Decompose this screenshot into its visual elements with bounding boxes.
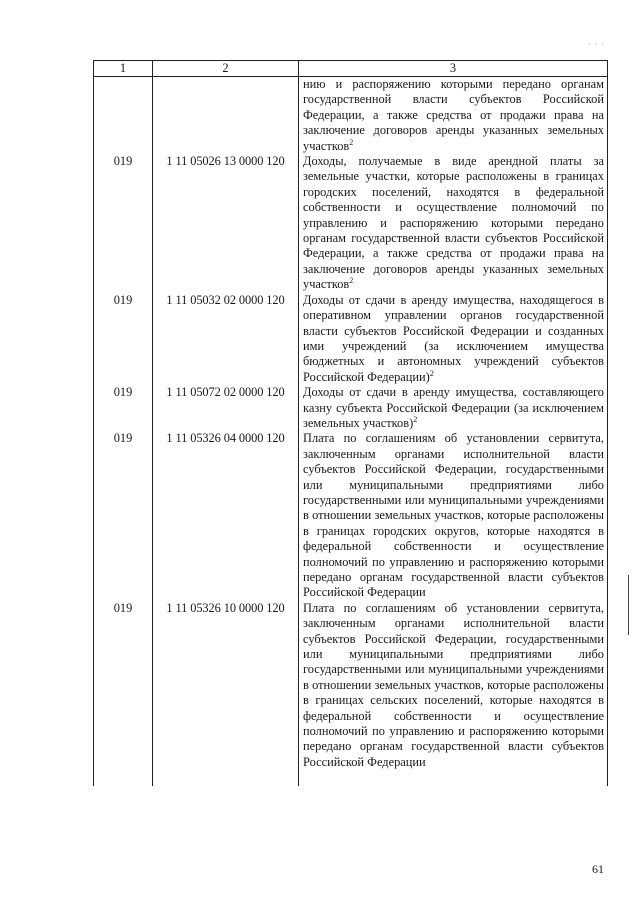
- admin-code-cell: 019: [94, 385, 153, 431]
- scan-edge-line: [628, 575, 629, 635]
- admin-code-cell: [94, 77, 153, 155]
- column-header-3: 3: [299, 61, 608, 77]
- column-header-2: 2: [153, 61, 299, 77]
- admin-code-cell: 019: [94, 154, 153, 293]
- scan-mark: · · ·: [588, 40, 605, 49]
- revenue-codes-table: [93, 60, 608, 786]
- table-row: [94, 293, 608, 385]
- revenue-code-cell: 1 11 05072 02 0000 120: [153, 385, 299, 431]
- description-cell: [299, 293, 608, 385]
- table-row: [94, 431, 608, 600]
- description-text: Доходы от сдачи в аренду имущества, составляющего казну субъекта Российской Федерации (за исключением земельных участков): [303, 385, 604, 430]
- footnote-mark: 2: [429, 368, 434, 378]
- empty-cell: [94, 770, 153, 786]
- column-header-1: 1: [94, 61, 153, 77]
- footnote-mark: 2: [349, 276, 354, 286]
- description-cell: [299, 154, 608, 293]
- description-cell: [299, 431, 608, 600]
- revenue-code-cell: 1 11 05032 02 0000 120: [153, 293, 299, 385]
- table-header-row: [94, 61, 608, 77]
- admin-code-cell: 019: [94, 431, 153, 600]
- admin-code-cell: 019: [94, 601, 153, 770]
- table-tail-row: [94, 770, 608, 786]
- description-cell: [299, 77, 608, 155]
- revenue-code-cell: 1 11 05326 04 0000 120: [153, 431, 299, 600]
- description-cell: [299, 385, 608, 431]
- description-text: Доходы от сдачи в аренду имущества, находящегося в оперативном управлении органов государственной власти субъектов Российской Федерации и созданных ими учреждений (за исключением имущества бюджетных и автономных учреждений субъектов Российской Федерации): [303, 292, 604, 384]
- page-number: 61: [592, 862, 604, 876]
- empty-cell: [299, 770, 608, 786]
- footnote-mark: 2: [349, 137, 354, 147]
- table-row: [94, 154, 608, 293]
- admin-code-cell: 019: [94, 293, 153, 385]
- revenue-code-cell: [153, 77, 299, 155]
- table-row: [94, 601, 608, 770]
- empty-cell: [153, 770, 299, 786]
- description-text: Плата по соглашениям об установлении сервитута, заключенным органами исполнительной власти субъектов Российской Федерации, государственными или муниципальными предприятиями либо государственными или муниципальными учреждениями в отношении земельных участков, которые расположены в границах городских округов, которые находятся в федеральной собственности и осуществление полномочий по управлению и распоряжению которыми передано органам государственной власти субъектов Российской Федерации: [303, 431, 604, 600]
- footnote-mark: 2: [413, 414, 418, 424]
- description-cell: [299, 601, 608, 770]
- description-text: Плата по соглашениям об установлении сервитута, заключенным органами исполнительной власти субъектов Российской Федерации, государственными или муниципальными предприятиями либо государственными или муниципальными учреждениями в отношении земельных участков, которые расположены в границах сельских поселений, которые находятся в федеральной собственности и осуществление полномочий по управлению и распоряжению которыми передано органам государственной власти субъектов Российской Федерации: [303, 600, 604, 769]
- description-text: Доходы, получаемые в виде арендной платы за земельные участки, которые расположены в границах городских поселений, находятся в федеральной собственности и осуществление полномочий по управлению и распоряжению которыми передано органам государственной власти субъектов Российской Федерации, а также средства от продажи права на заключение договоров аренды указанных земельных участков: [303, 154, 604, 292]
- description-text: нию и распоряжению которыми передано органам государственной власти субъектов Российской Федерации, а также средства от продажи права на заключение договоров аренды указанных земельных участков: [303, 77, 604, 153]
- revenue-code-cell: 1 11 05026 13 0000 120: [153, 154, 299, 293]
- table-row: [94, 77, 608, 155]
- revenue-code-cell: 1 11 05326 10 0000 120: [153, 601, 299, 770]
- table-row: [94, 385, 608, 431]
